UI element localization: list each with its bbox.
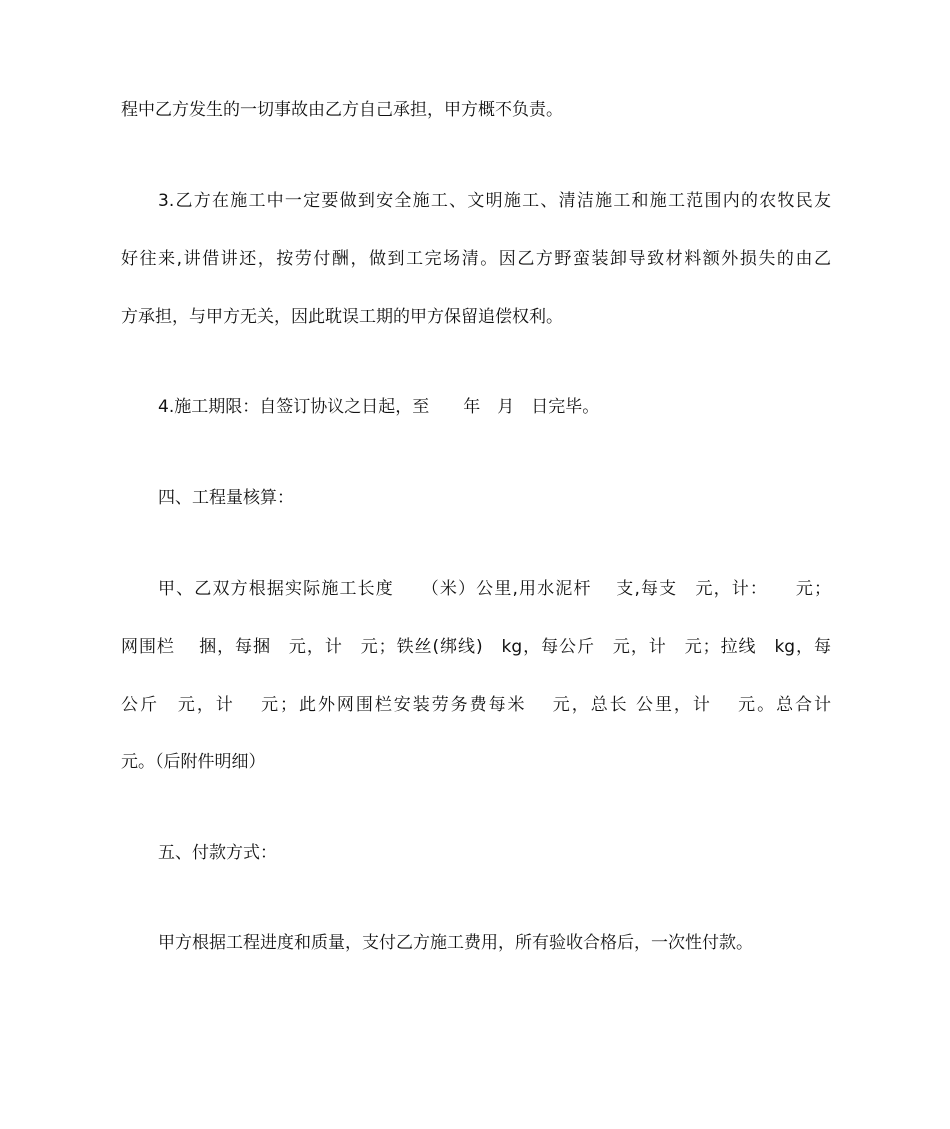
payment-method-text: 甲方根据工程进度和质量，支付乙方施工费用，所有验收合格后，一次性付款。 — [158, 933, 753, 953]
quantity-line-4: 元。（后附件明细） — [121, 752, 266, 772]
quantity-line-1: 甲、乙双方根据实际施工长度 （米）公里,用水泥杆 支,每支 元，计： 元； — [158, 579, 831, 599]
paragraph-line-1: 程中乙方发生的一切事故由乙方自己承担，甲方概不负责。 — [121, 100, 563, 120]
clause-3-line-1: 3.乙方在施工中一定要做到安全施工、文明施工、清洁施工和施工范围内的农牧民友 — [158, 191, 831, 211]
clause-3-line-3: 方承担，与甲方无关，因此耽误工期的甲方保留追偿权利。 — [121, 307, 563, 327]
quantity-line-3: 公斤 元，计 元；此外网围栏安装劳务费每米 元，总长 公里，计 元。总合计 — [121, 695, 831, 715]
section-4-heading: 四、工程量核算： — [158, 488, 294, 508]
clause-4-construction-period: 4.施工期限：自签订协议之日起，至 年 月 日完毕。 — [158, 397, 600, 417]
clause-3-line-2: 好往来,讲借讲还，按劳付酬，做到工完场清。因乙方野蛮装卸导致材料额外损失的由乙 — [121, 249, 831, 269]
quantity-line-2: 网围栏 捆，每捆 元，计 元；铁丝(绑线) kg，每公斤 元，计 元；拉线 kg，每 — [121, 637, 831, 657]
section-5-heading: 五、付款方式： — [158, 843, 277, 863]
